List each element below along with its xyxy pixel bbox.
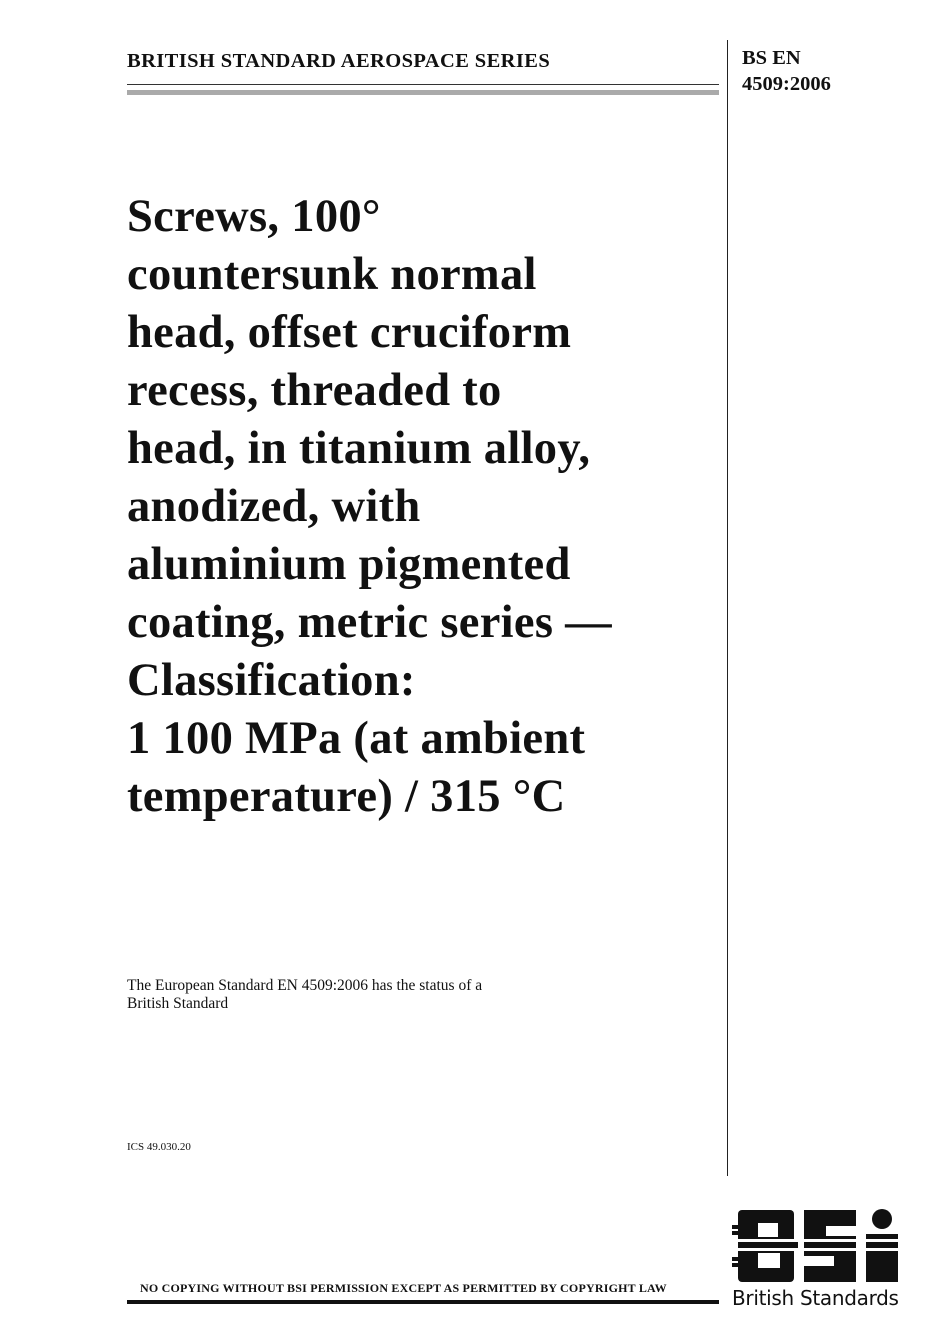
series-label: BRITISH STANDARD AEROSPACE SERIES bbox=[127, 50, 551, 72]
status-statement bbox=[127, 977, 482, 1013]
bsi-logo bbox=[732, 1208, 908, 1310]
vertical-divider bbox=[727, 40, 728, 1176]
title-line: countersunk normal bbox=[127, 249, 537, 300]
title-line: 1 100 MPa (at ambient bbox=[127, 713, 586, 764]
status-line: The European Standard EN 4509:2006 has the status of a bbox=[127, 977, 483, 994]
title-line: Classification: bbox=[127, 655, 416, 706]
footer-rule bbox=[127, 1300, 719, 1304]
title-line: head, offset cruciform bbox=[127, 307, 572, 358]
title-line: Screws, 100° bbox=[127, 191, 381, 242]
logo-caption: British Standards bbox=[732, 1286, 899, 1310]
title-line: temperature) / 315 °C bbox=[127, 771, 566, 822]
status-line: British Standard bbox=[127, 995, 229, 1012]
ics-code: ICS 49.030.20 bbox=[127, 1141, 191, 1153]
title-line: recess, threaded to bbox=[127, 365, 502, 416]
copyright-notice: NO COPYING WITHOUT BSI PERMISSION EXCEPT AS PERMITTED BY COPYRIGHT LAW bbox=[140, 1281, 667, 1295]
title-line: head, in titanium alloy, bbox=[127, 423, 591, 474]
bsi-wordmark-icon bbox=[732, 1208, 904, 1284]
header-rule-thick bbox=[127, 90, 719, 95]
header-rule-thin bbox=[127, 84, 719, 85]
document-title bbox=[127, 188, 727, 826]
standard-number: BS EN 4509:2006 bbox=[742, 47, 831, 95]
title-line: coating, metric series — bbox=[127, 597, 612, 648]
title-line: aluminium pigmented bbox=[127, 539, 571, 590]
title-line: anodized, with bbox=[127, 481, 421, 532]
